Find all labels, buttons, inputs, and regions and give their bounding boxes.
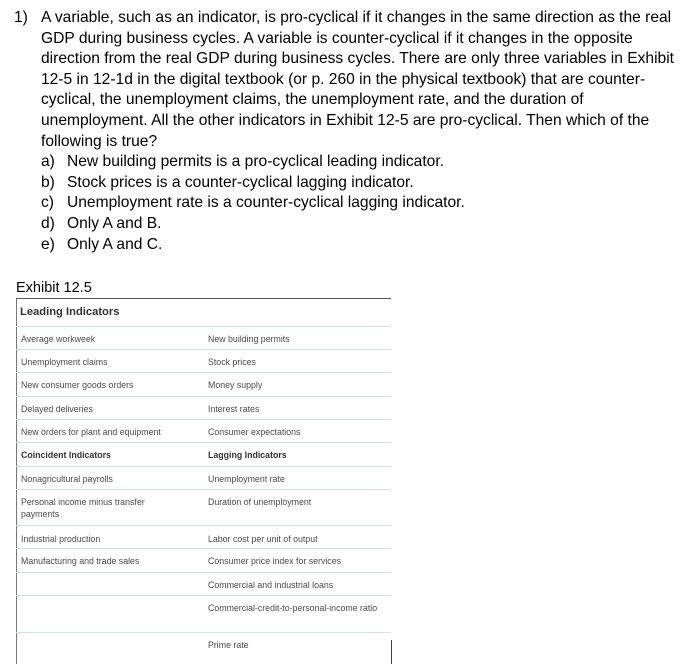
table-right-border xyxy=(391,640,392,664)
table-cell: Nonagricultural payrolls xyxy=(21,474,113,484)
option-text: Stock prices is a counter-cyclical lagging indicator. xyxy=(67,173,414,191)
table-row xyxy=(16,372,391,397)
table-row xyxy=(16,442,391,467)
table-cell: Stock prices xyxy=(208,357,256,367)
question-text: A variable, such as an indicator, is pro-cyclical if it changes in the same direction as the real GDP during business cycles. A variable is counter-cyclical if it changes in the opposite direction from the real GDP during business cycles. There are only three variables in Exhibit 12-5 in 12-1d in the digital textbook (or p. 260 in the physical textbook) that are counter-cyclical, the unemployment claims, the unemployment rate, and the duration of unemployment. All the other indicators in Exhibit 12-5 are pro-cyclical. Then which of the following is true? xyxy=(41,9,675,150)
option-text: Only A and C. xyxy=(67,235,163,253)
question-row xyxy=(14,8,682,255)
table-row xyxy=(16,572,391,596)
table-row xyxy=(16,419,391,443)
option-letter: c) xyxy=(41,194,54,212)
table-cell: Consumer expectations xyxy=(208,427,301,437)
table-header-leading: Leading Indicators xyxy=(20,306,120,318)
table-cell: Average workweek xyxy=(21,334,96,344)
table-cell: Prime rate xyxy=(208,640,249,650)
table-header-coincident: Coincident Indicators xyxy=(21,450,111,460)
table-row xyxy=(16,349,391,373)
option-text: New building permits is a pro-cyclical leading indicator. xyxy=(67,153,445,171)
answer-options xyxy=(41,152,682,255)
table-cell: Unemployment rate xyxy=(208,474,285,484)
table-row xyxy=(16,548,391,573)
table-row xyxy=(16,489,391,526)
option-text: Only A and B. xyxy=(67,214,162,232)
table-row xyxy=(16,632,391,665)
table-row xyxy=(16,525,391,549)
table-cell: Commercial-credit-to-personal-income ratio xyxy=(208,603,378,613)
table-cell: Personal income minus transfer payments xyxy=(21,497,145,519)
table-row xyxy=(16,326,391,350)
option-d xyxy=(41,214,682,235)
table-cell: New orders for plant and equipment xyxy=(21,427,161,437)
table-row xyxy=(16,396,391,420)
option-letter: d) xyxy=(41,214,55,232)
table-cell: Delayed deliveries xyxy=(21,404,93,414)
table-cell: Industrial production xyxy=(21,534,101,544)
table-cell: New building permits xyxy=(208,334,290,344)
question-block xyxy=(14,8,682,255)
table-cell: Commercial and industrial loans xyxy=(208,580,334,590)
option-e xyxy=(41,235,682,256)
table-cell: New consumer goods orders xyxy=(21,380,134,390)
table-cell: Consumer price index for services xyxy=(208,556,341,566)
exhibit-title: Exhibit 12.5 xyxy=(16,280,92,296)
table-cell: Money supply xyxy=(208,380,263,390)
table-cell: Unemployment claims xyxy=(21,357,108,367)
option-a xyxy=(41,152,682,173)
option-c xyxy=(41,193,682,214)
table-header-lagging: Lagging Indicators xyxy=(208,450,287,460)
option-letter: b) xyxy=(41,173,55,191)
question-number: 1) xyxy=(14,9,28,26)
table-cell: Interest rates xyxy=(208,404,260,414)
table-cell: Labor cost per unit of output xyxy=(208,534,318,544)
indicators-table xyxy=(16,298,391,665)
option-text: Unemployment rate is a counter-cyclical lagging indicator. xyxy=(67,194,465,212)
table-row xyxy=(16,466,391,490)
option-b xyxy=(41,173,682,194)
option-letter: e) xyxy=(41,235,55,253)
table-row xyxy=(16,595,391,633)
option-letter: a) xyxy=(41,153,55,171)
table-cell: Duration of unemployment xyxy=(208,497,312,507)
table-cell: Manufacturing and trade sales xyxy=(21,556,140,566)
